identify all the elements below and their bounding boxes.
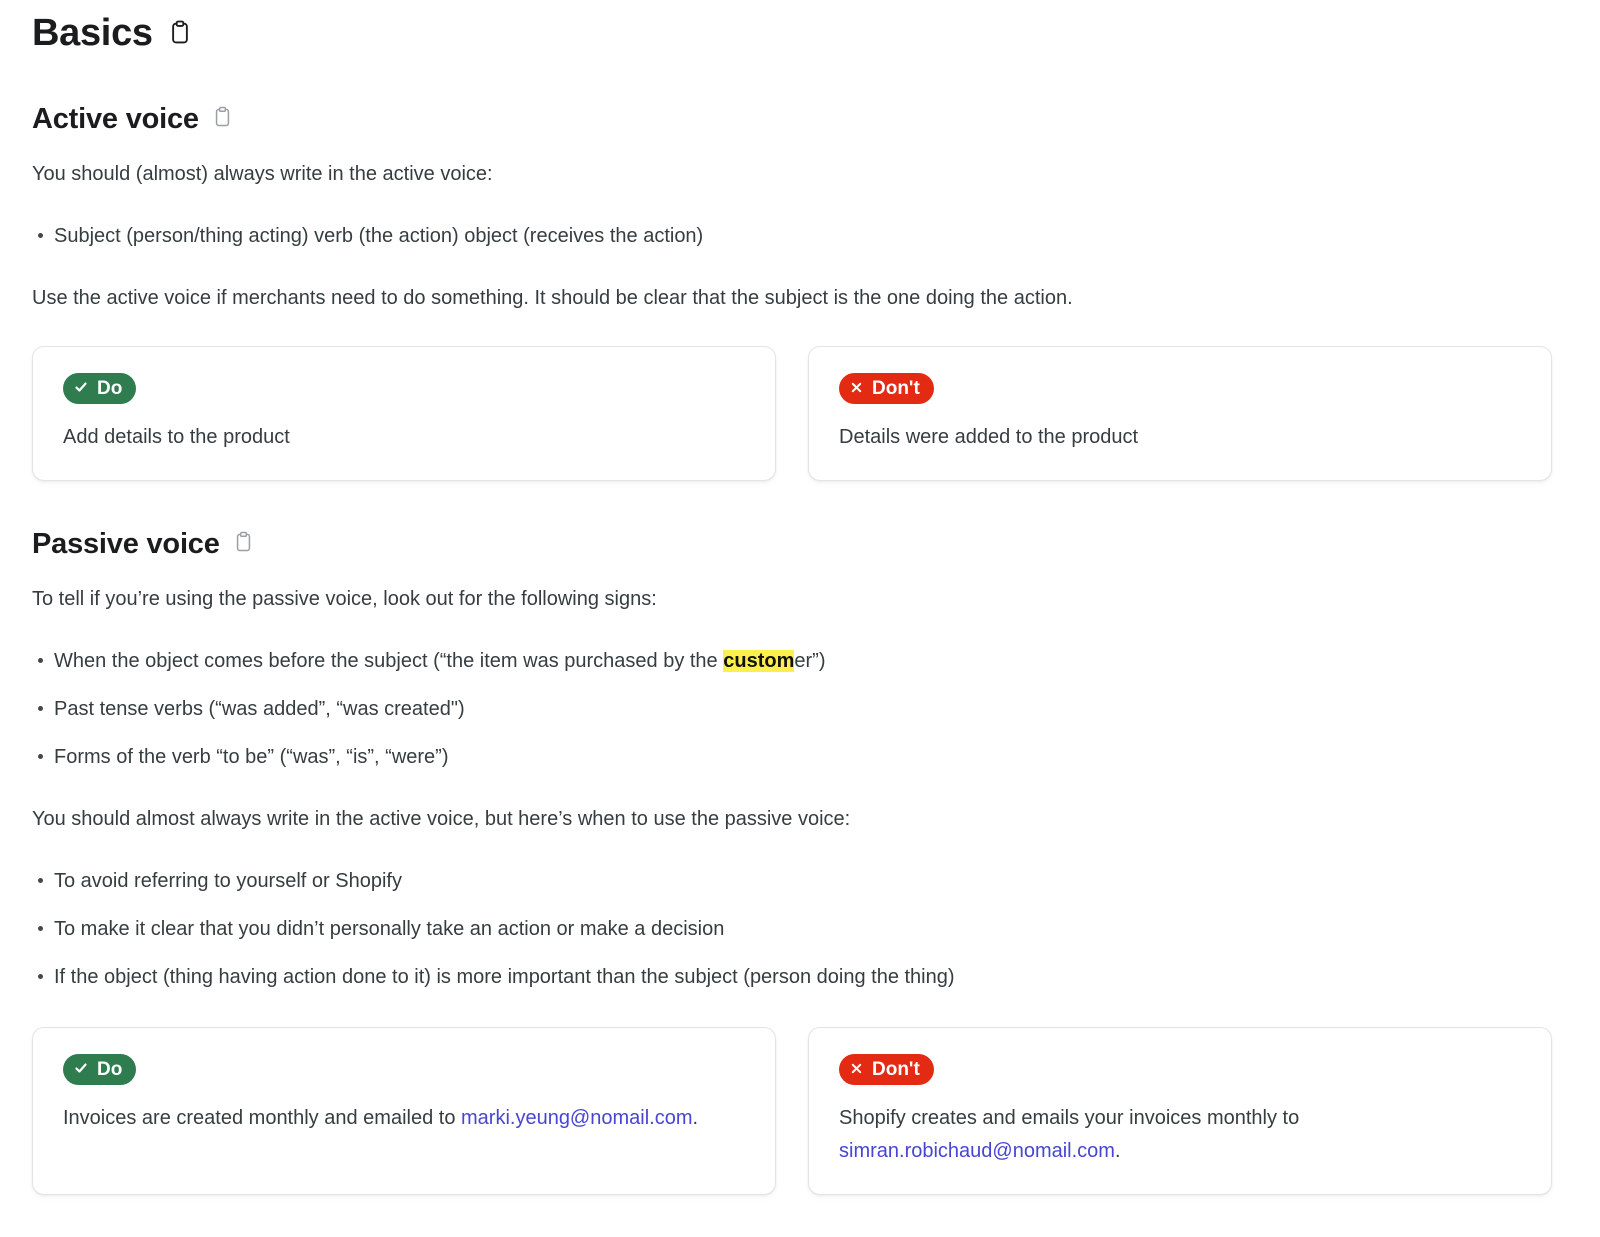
page-title-text: Basics (32, 12, 153, 54)
section-heading-passive-voice (32, 527, 1552, 561)
email-link[interactable]: marki.yeung@nomail.com (461, 1106, 693, 1129)
do-dont-cards-active (32, 346, 1552, 481)
paragraph: To tell if you’re using the passive voice, look out for the following signs: (32, 587, 657, 610)
do-card-text: Add details to the product (63, 425, 290, 448)
x-icon (850, 1060, 863, 1079)
do-badge-label: Do (97, 1058, 123, 1080)
list-item-text: er”) (794, 649, 826, 672)
do-card-text (63, 1102, 745, 1135)
check-icon (74, 379, 88, 398)
card-text-segment: Invoices are created monthly and emailed to (63, 1106, 461, 1129)
list-item: To make it clear that you didn’t personally take an action or make a decision (34, 917, 1552, 941)
card-text-segment: Shopify creates and emails your invoices monthly to (839, 1106, 1300, 1129)
dont-card (808, 346, 1552, 481)
dont-badge-label: Don't (872, 1058, 920, 1080)
check-icon (74, 1060, 88, 1079)
list-item: To avoid referring to yourself or Shopify (34, 869, 1552, 893)
copy-link-button[interactable] (234, 531, 253, 556)
dont-card (808, 1027, 1552, 1195)
x-icon (850, 379, 863, 398)
list-item: Subject (person/thing acting) verb (the action) object (receives the action) (34, 224, 1552, 248)
dont-badge-label: Don't (872, 377, 920, 399)
section-heading-text: Active voice (32, 102, 199, 135)
dont-card-text: Details were added to the product (839, 425, 1139, 448)
copy-link-button[interactable] (213, 106, 232, 131)
card-text-segment: . (1114, 1139, 1121, 1162)
section-heading-text: Passive voice (32, 527, 220, 560)
do-card (32, 346, 776, 481)
clipboard-icon (234, 531, 253, 556)
paragraph: Use the active voice if merchants need to do something. It should be clear that the subject is the one doing the action. (32, 286, 1073, 309)
list-item: Forms of the verb “to be” (“was”, “is”, “were”) (34, 745, 1552, 769)
bullet-list (32, 224, 1552, 248)
do-badge (63, 373, 136, 404)
list-item-text: When the object comes before the subject (“the item was purchased by the (54, 649, 724, 672)
search-highlight: custom (723, 649, 795, 672)
bullet-list (32, 649, 1552, 769)
copy-link-button[interactable] (169, 20, 191, 48)
do-card (32, 1027, 776, 1195)
do-badge (63, 1054, 136, 1085)
dont-badge (839, 373, 934, 404)
list-item: If the object (thing having action done to it) is more important than the subject (person doing the thing) (34, 965, 1552, 989)
do-dont-cards-passive (32, 1027, 1552, 1195)
page-title (32, 12, 1552, 56)
do-badge-label: Do (97, 377, 123, 399)
bullet-list (32, 869, 1552, 989)
dont-card-text (839, 1102, 1521, 1168)
clipboard-icon (213, 106, 232, 131)
list-item (34, 649, 1552, 673)
dont-badge (839, 1054, 934, 1085)
clipboard-icon (169, 20, 191, 48)
card-text-segment: . (692, 1106, 699, 1129)
list-item: Past tense verbs (“was added”, “was created") (34, 697, 1552, 721)
email-link[interactable]: simran.robichaud@nomail.com (839, 1139, 1115, 1162)
paragraph: You should (almost) always write in the active voice: (32, 162, 493, 185)
section-heading-active-voice (32, 102, 1552, 136)
paragraph: You should almost always write in the active voice, but here’s when to use the passive voice: (32, 807, 851, 830)
